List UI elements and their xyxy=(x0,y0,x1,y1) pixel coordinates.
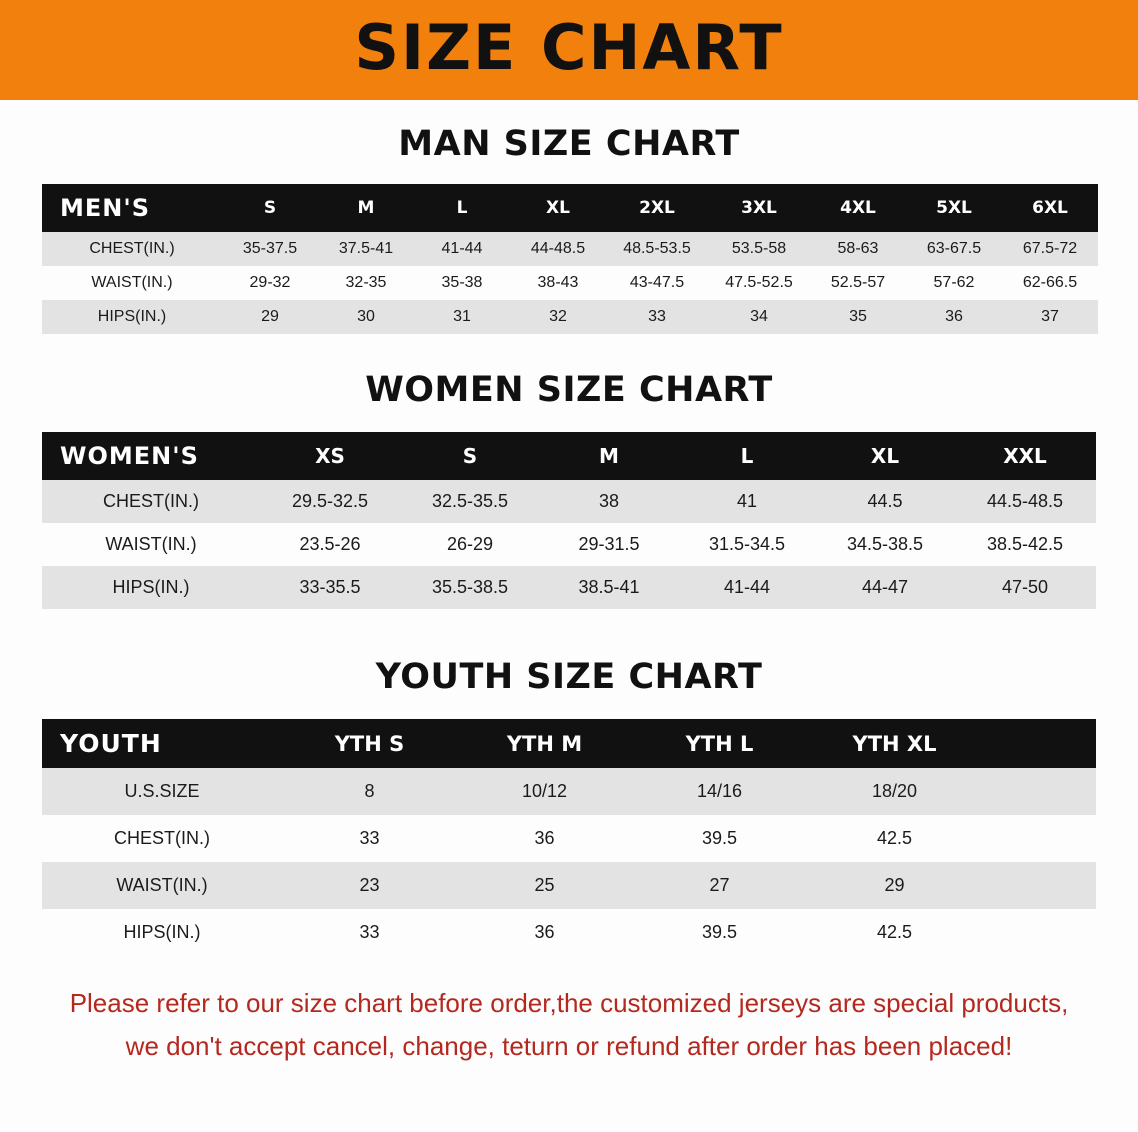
man-r2-c0: HIPS(IN.) xyxy=(97,308,167,325)
youth-header-2: YTH M xyxy=(506,731,583,756)
youth-r0-spacer xyxy=(982,768,1096,815)
man-header-7: 4XL xyxy=(840,198,876,218)
man-r0-c6: 53.5-58 xyxy=(731,240,787,257)
man-size-table xyxy=(42,184,1098,334)
youth-r3-c4: 42.5 xyxy=(876,922,913,942)
women-r2-c6: 47-50 xyxy=(1001,577,1049,597)
youth-header-3: YTH L xyxy=(685,731,754,756)
man-r1-c6: 47.5-52.5 xyxy=(725,274,793,291)
man-r0-c8: 63-67.5 xyxy=(926,240,982,257)
man-r0-c5: 48.5-53.5 xyxy=(623,240,691,257)
man-r0-c0: CHEST(IN.) xyxy=(89,240,175,257)
man-r0-c3: 41-44 xyxy=(441,240,483,257)
banner xyxy=(0,0,1138,100)
youth-r2-c1: 23 xyxy=(359,875,380,895)
youth-header-spacer xyxy=(982,719,1096,768)
man-r2-c7: 35 xyxy=(849,308,867,325)
youth-r1-c1: 33 xyxy=(359,828,380,848)
table-header-row xyxy=(42,719,1096,768)
women-r2-c1: 33-35.5 xyxy=(299,577,361,597)
women-r1-c3: 29-31.5 xyxy=(578,534,640,554)
man-r1-c0: WAIST(IN.) xyxy=(91,274,173,291)
man-r0-c4: 44-48.5 xyxy=(530,240,586,257)
women-r0-c0: CHEST(IN.) xyxy=(103,491,199,511)
youth-r3-spacer xyxy=(982,909,1096,956)
women-r0-c3: 38 xyxy=(598,491,620,511)
man-r0-c1: 35-37.5 xyxy=(242,240,298,257)
youth-r2-c2: 25 xyxy=(534,875,555,895)
women-header-5: XL xyxy=(870,444,900,468)
disclaimer-line-2: we don't accept cancel, change, teturn or refund after order has been placed! xyxy=(125,1030,1013,1061)
man-header-3: L xyxy=(456,198,468,218)
man-r0-c7: 58-63 xyxy=(837,240,879,257)
man-header-9: 6XL xyxy=(1032,198,1068,218)
man-header-6: 3XL xyxy=(741,198,777,218)
youth-table-wrap xyxy=(42,719,1096,956)
women-header-6: XXL xyxy=(1003,444,1047,468)
youth-r3-c3: 39.5 xyxy=(701,922,738,942)
youth-size-table xyxy=(42,719,1096,956)
man-r2-c3: 31 xyxy=(453,308,471,325)
disclaimer-line-1: Please refer to our size chart before order,the customized jerseys are special products, xyxy=(69,988,1069,1018)
man-r1-c5: 43-47.5 xyxy=(629,274,685,291)
man-r1-c9: 62-66.5 xyxy=(1022,274,1078,291)
man-r1-c8: 57-62 xyxy=(933,274,975,291)
youth-section-title: YOUTH SIZE CHART xyxy=(375,657,763,697)
table-row xyxy=(42,909,1096,956)
man-r1-c4: 38-43 xyxy=(537,274,579,291)
man-header-4: XL xyxy=(546,198,570,218)
man-r2-c4: 32 xyxy=(549,308,567,325)
women-size-table xyxy=(42,432,1096,609)
youth-r1-c3: 39.5 xyxy=(701,828,738,848)
man-r0-c9: 67.5-72 xyxy=(1022,240,1078,257)
women-table-body xyxy=(42,480,1096,609)
youth-r0-c3: 14/16 xyxy=(696,781,743,801)
table-row xyxy=(42,480,1096,523)
youth-r0-c0: U.S.SIZE xyxy=(124,781,200,801)
table-row xyxy=(42,768,1096,815)
youth-header-4: YTH XL xyxy=(852,731,937,756)
table-row xyxy=(42,815,1096,862)
man-r1-c7: 52.5-57 xyxy=(830,274,886,291)
man-table-head xyxy=(42,184,1098,232)
women-r2-c2: 35.5-38.5 xyxy=(431,577,509,597)
women-header-3: M xyxy=(599,444,619,468)
youth-r0-c2: 10/12 xyxy=(521,781,568,801)
women-section-title: WOMEN SIZE CHART xyxy=(365,370,773,410)
youth-table-head xyxy=(42,719,1096,768)
women-r1-c6: 38.5-42.5 xyxy=(986,534,1064,554)
man-r2-c2: 30 xyxy=(357,308,375,325)
man-header-8: 5XL xyxy=(936,198,972,218)
man-r2-c1: 29 xyxy=(261,308,279,325)
table-row xyxy=(42,566,1096,609)
youth-header-0: YOUTH xyxy=(60,729,162,758)
women-r0-c1: 29.5-32.5 xyxy=(291,491,369,511)
page-title: SIZE CHART xyxy=(354,11,784,84)
man-header-1: S xyxy=(263,198,277,218)
man-r2-c6: 34 xyxy=(750,308,768,325)
women-header-2: S xyxy=(462,444,478,468)
women-r0-c4: 41 xyxy=(736,491,758,511)
table-header-row xyxy=(42,184,1098,232)
table-row xyxy=(42,266,1098,300)
youth-r2-spacer xyxy=(982,862,1096,909)
women-r0-c6: 44.5-48.5 xyxy=(986,491,1064,511)
youth-r2-c3: 27 xyxy=(709,875,730,895)
youth-table-body xyxy=(42,768,1096,956)
table-header-row xyxy=(42,432,1096,480)
man-section-title: MAN SIZE CHART xyxy=(398,124,740,164)
women-table-head xyxy=(42,432,1096,480)
man-table-body xyxy=(42,232,1098,334)
table-row xyxy=(42,232,1098,266)
women-r0-c2: 32.5-35.5 xyxy=(431,491,509,511)
disclaimer-note xyxy=(40,982,1098,1068)
women-header-0: WOMEN'S xyxy=(60,442,199,470)
youth-r1-c0: CHEST(IN.) xyxy=(114,828,210,848)
youth-r0-c1: 8 xyxy=(364,781,375,801)
youth-r2-c4: 29 xyxy=(884,875,905,895)
women-r2-c0: HIPS(IN.) xyxy=(112,577,190,597)
youth-r1-spacer xyxy=(982,815,1096,862)
youth-r3-c1: 33 xyxy=(359,922,380,942)
man-r1-c3: 35-38 xyxy=(441,274,483,291)
man-header-2: M xyxy=(357,198,375,218)
man-r0-c2: 37.5-41 xyxy=(338,240,394,257)
man-header-0: MEN'S xyxy=(60,194,150,222)
women-r1-c0: WAIST(IN.) xyxy=(105,534,197,554)
youth-header-1: YTH S xyxy=(334,731,405,756)
women-r1-c2: 26-29 xyxy=(446,534,494,554)
youth-r2-c0: WAIST(IN.) xyxy=(116,875,208,895)
women-header-1: XS xyxy=(315,444,345,468)
women-r1-c4: 31.5-34.5 xyxy=(708,534,786,554)
women-r2-c3: 38.5-41 xyxy=(578,577,640,597)
youth-r1-c4: 42.5 xyxy=(876,828,913,848)
women-header-4: L xyxy=(740,444,754,468)
man-r2-c5: 33 xyxy=(648,308,666,325)
women-table-wrap xyxy=(42,432,1096,609)
man-table-wrap xyxy=(42,184,1096,334)
women-r1-c1: 23.5-26 xyxy=(299,534,361,554)
youth-r3-c0: HIPS(IN.) xyxy=(123,922,201,942)
man-header-5: 2XL xyxy=(639,198,675,218)
man-r2-c9: 37 xyxy=(1041,308,1059,325)
women-r2-c5: 44-47 xyxy=(861,577,909,597)
women-r0-c5: 44.5 xyxy=(867,491,903,511)
women-r1-c5: 34.5-38.5 xyxy=(846,534,924,554)
youth-r3-c2: 36 xyxy=(534,922,555,942)
women-r2-c4: 41-44 xyxy=(723,577,771,597)
youth-r0-c4: 18/20 xyxy=(871,781,918,801)
table-row xyxy=(42,523,1096,566)
man-r2-c8: 36 xyxy=(945,308,963,325)
table-row xyxy=(42,300,1098,334)
table-row xyxy=(42,862,1096,909)
man-r1-c2: 32-35 xyxy=(345,274,387,291)
youth-r1-c2: 36 xyxy=(534,828,555,848)
man-r1-c1: 29-32 xyxy=(249,274,291,291)
